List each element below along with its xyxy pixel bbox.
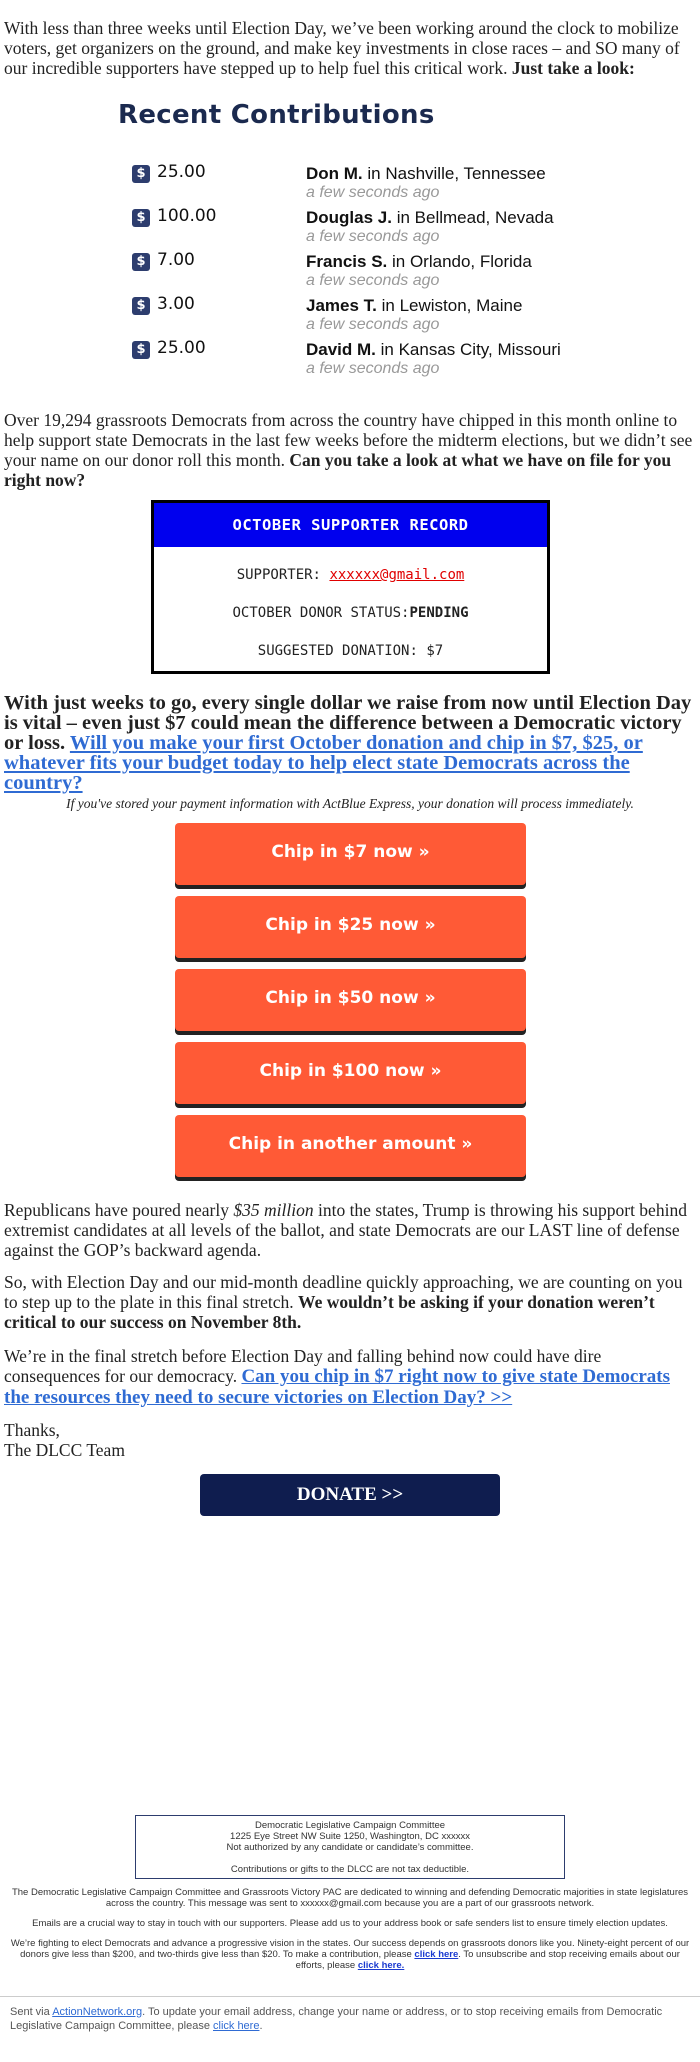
footer-address: 1225 Eye Street NW Suite 1250, Washington, DC xxxxxx [230,1831,470,1842]
contribution-amount: 25.00 [157,338,206,358]
contribution-row [130,338,650,378]
chip-in-100-button[interactable]: Chip in $100 now » [175,1042,526,1104]
contribution-amount: 25.00 [157,162,206,182]
deadline-text: So, with Election Day and our mid-month deadline quickly approaching, we are counting on you to step up to the plate in this final stretch. [4,1272,683,1312]
record-header: OCTOBER SUPPORTER RECORD [154,503,547,547]
footer-fighting-mid: . To unsubscribe and stop receiving emails about our efforts, please [295,1949,680,1971]
contribution-donor [306,252,532,272]
contribution-donor [306,340,561,360]
donor-name: James T. [306,296,377,315]
weeks-paragraph [0,693,700,793]
supporter-email-link[interactable]: xxxxxx@gmail.com [329,567,465,583]
unsubscribe-link[interactable]: click here. [357,1960,405,1971]
contribution-amount: 100.00 [157,206,217,226]
footer-fighting [0,1938,700,1971]
contribution-time: a few seconds ago [306,228,440,245]
deadline-bold: We wouldn’t be asking if your donation weren’t critical to our success on November 8th. [4,1292,655,1332]
dollar-icon: $ [132,165,150,183]
sent-via-end: . [259,2020,263,2032]
supporter-label: SUPPORTER: [236,567,321,583]
chip-in-other-button[interactable]: Chip in another amount » [175,1115,526,1177]
contribution-row [130,162,650,202]
donation-value: $7 [426,643,444,659]
donor-name: Don M. [306,164,363,183]
actblue-note: If you've stored your payment information with ActBlue Express, your donation will process immediately. [66,796,634,811]
sent-via-text: Sent via [10,2006,50,2018]
record-status-line [154,605,547,621]
footer-emails: Emails are a crucial way to stay in touch with our supporters. Please add us to your address book or safe senders list to ensure timely election updates. [32,1918,668,1929]
update-email-link[interactable]: click here [213,2020,260,2032]
weeks-text: With just weeks to go, every single dollar we raise from now until Election Day is vital – even just $7 could mean the difference between a Democratic victory or loss. [4,692,692,754]
donor-name: David M. [306,340,376,359]
contribution-donor [306,296,522,316]
contribution-row [130,250,650,290]
intro-text: With less than three weeks until Election Day, we’ve been working around the clock to mobilize voters, get organizers on the ground, and make key investments in close races – and SO many of our incredible supporters have stepped up to help fuel this critical work. [4,18,680,78]
record-supporter-line [154,567,547,583]
signoff-team: The DLCC Team [4,1440,125,1460]
contribution-time: a few seconds ago [306,360,440,377]
final-stretch-paragraph [0,1346,700,1408]
dollar-icon: $ [132,297,150,315]
contributions-title: Recent Contributions [118,100,435,130]
republicans-amount: $35 million [233,1200,314,1220]
footer-tax-note: Contributions or gifts to the DLCC are not tax deductible. [230,1864,470,1875]
donor-location: in Nashville, Tennessee [367,164,546,183]
contribution-time: a few seconds ago [306,184,440,201]
chip-in-25-button[interactable]: Chip in $25 now » [175,896,526,958]
contribution-donor [306,164,546,184]
contribute-link[interactable]: click here [414,1949,459,1960]
sent-via-notice [10,2005,690,2033]
donor-location: in Orlando, Florida [392,252,532,271]
dollar-icon: $ [132,209,150,227]
donation-label: SUGGESTED DONATION: [257,643,418,659]
donor-roll-paragraph [0,410,700,490]
status-value: PENDING [409,605,469,621]
chip-in-7-button[interactable]: Chip in $7 now » [175,823,526,885]
chip-in-7-link[interactable]: Can you chip in $7 right now to give state Democrats the resources they need to secure victories on Election Day? >> [4,1366,670,1408]
footer-dedicated: The Democratic Legislative Campaign Committee and Grassroots Victory PAC are dedicated to winning and defending Democratic majorities in state legislatures across the country. This message was sent to xxxxxx@gmail.com because you are a part of our grassroots network. [11,1887,689,1909]
donor-roll-bold: Can you take a look at what we have on file for you right now? [4,450,672,490]
donate-button[interactable]: DONATE >> [200,1474,500,1516]
footer-org: Democratic Legislative Campaign Committee [254,1820,446,1831]
signoff [0,1420,700,1460]
donor-name: Douglas J. [306,208,392,227]
status-label: OCTOBER DONOR STATUS: [232,605,410,621]
donor-location: in Kansas City, Missouri [380,340,561,359]
donor-location: in Bellmead, Nevada [396,208,554,227]
dollar-icon: $ [132,253,150,271]
sent-via-post: . To update your email address, change your name or address, or to stop receiving emails from Democratic Legislative Campaign Committee, please [10,2006,663,2032]
contribution-row [130,206,650,246]
republicans-post: into the states, Trump is throwing his support behind extremist candidates at all levels of the ballot, and state Democrats are our LAST line of defense against the GOP’s backward agenda. [4,1200,687,1260]
contribution-donor [306,208,554,228]
signoff-thanks: Thanks, [4,1420,60,1440]
footer-not-authorized: Not authorized by any candidate or candidate’s committee. [226,1842,474,1853]
supporter-record-box [151,500,550,674]
contribution-time: a few seconds ago [306,316,440,333]
republicans-paragraph [0,1200,700,1260]
chip-in-50-button[interactable]: Chip in $50 now » [175,969,526,1031]
donor-location: in Lewiston, Maine [381,296,523,315]
donor-name: Francis S. [306,252,388,271]
record-donation-line [154,643,547,659]
deadline-paragraph [0,1272,700,1332]
donor-roll-text: Over 19,294 grassroots Democrats from across the country have chipped in this month online to help support state Democrats in the last few weeks before the midterm elections, but we didn’t see your name on our donor roll this month. [4,410,693,470]
republicans-pre: Republicans have poured nearly [4,1200,229,1220]
contribution-amount: 3.00 [157,294,195,314]
first-donation-link[interactable]: Will you make your first October donation and chip in $7, $25, or whatever fits your budget today to help elect state Democrats across the country? [4,732,643,794]
contribution-amount: 7.00 [157,250,195,270]
dollar-icon: $ [132,341,150,359]
contribution-time: a few seconds ago [306,272,440,289]
footer-address-box [135,1815,565,1879]
footer-divider [0,1996,700,1997]
contribution-row [130,294,650,334]
final-stretch-text: We’re in the final stretch before Election Day and falling behind now could have dire consequences for our democracy. [4,1346,602,1386]
intro-paragraph [0,18,700,78]
actionnetwork-link[interactable]: ActionNetwork.org [52,2006,143,2018]
intro-bold: Just take a look: [511,58,635,78]
footer-fighting-text: We’re fighting to elect Democrats and advance a progressive vision in the states. Our success depends on grassroots donors like you. Ninety-eight percent of our donors give less than $200, and two-thirds give less than $20. To make a contribution, please [10,1938,690,1960]
